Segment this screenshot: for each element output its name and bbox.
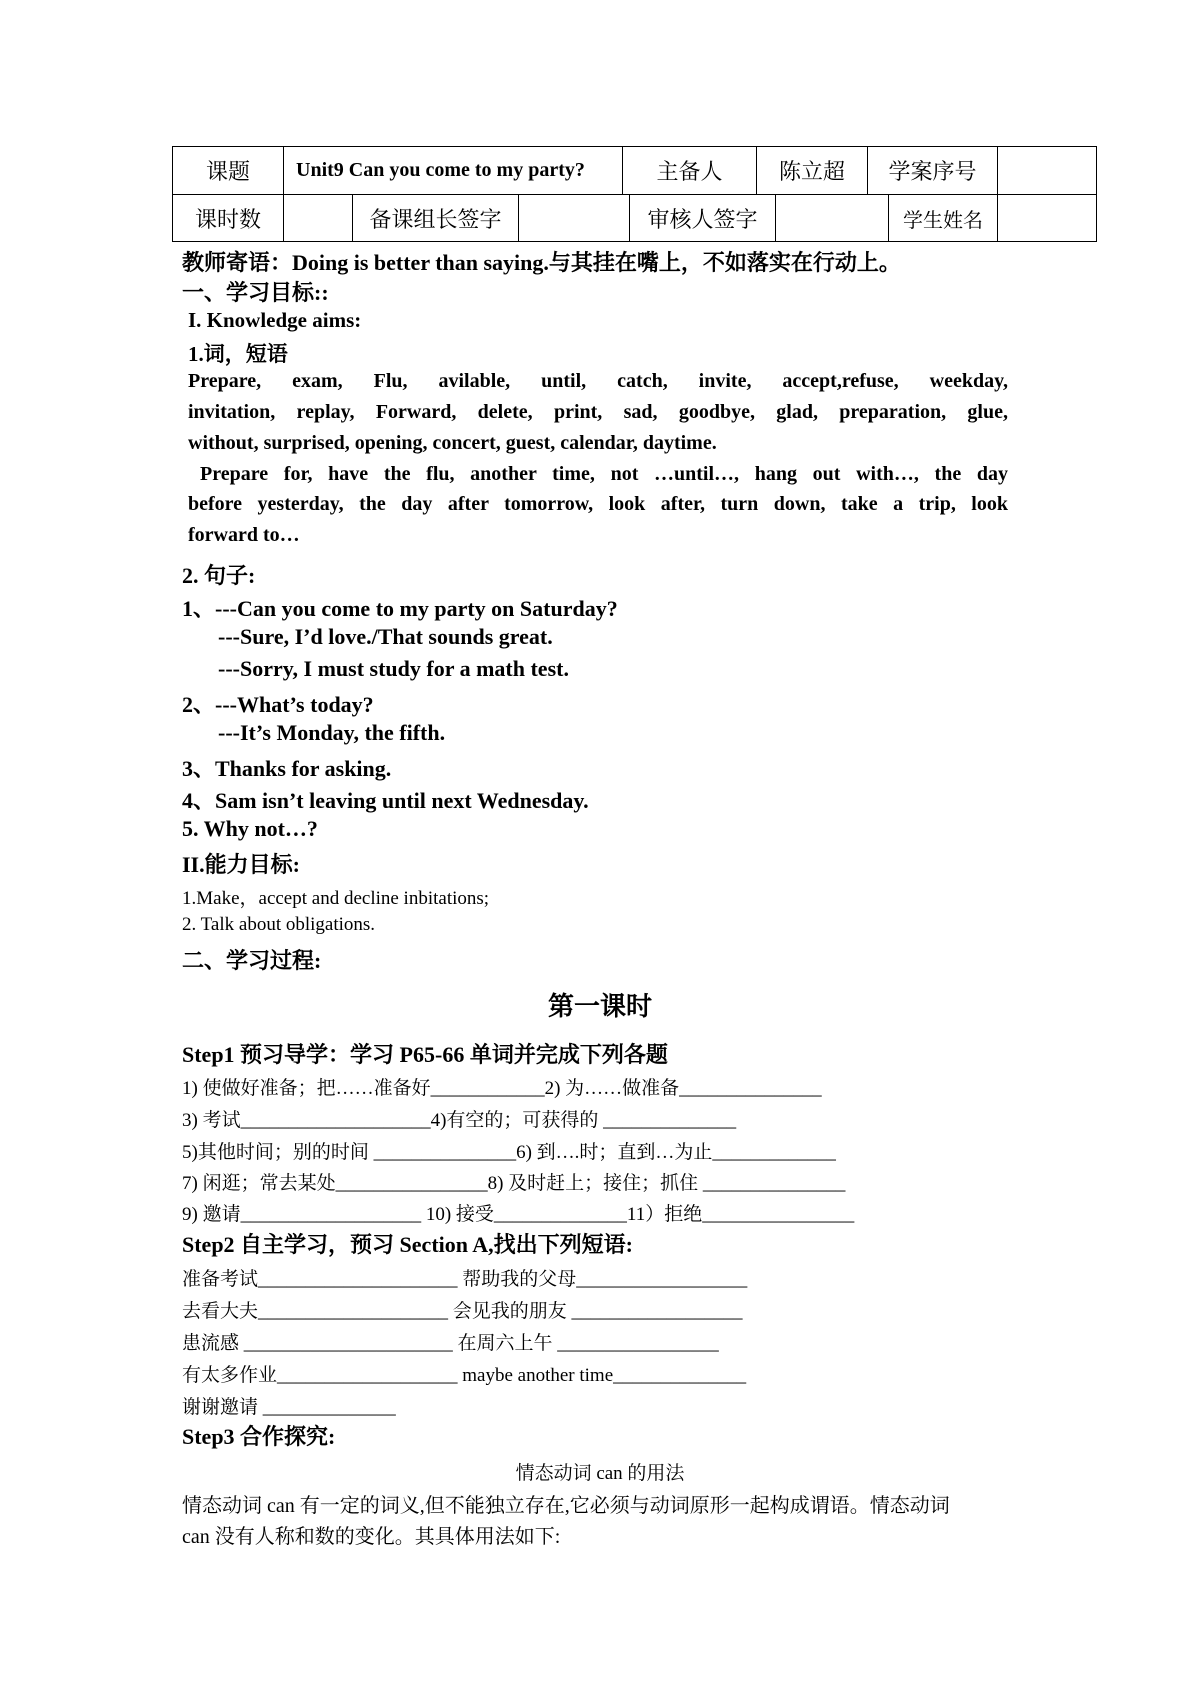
header-table [172, 146, 1097, 242]
preparer-label: 主备人 [623, 147, 757, 194]
vocab-line: Prepare, exam, Flu, avilable, until, catch, invite, accept,refuse, weekday, [188, 370, 1008, 392]
phrase-line: forward to… [188, 524, 300, 546]
plan-number-label: 学案序号 [868, 147, 998, 194]
step2-line: 谢谢邀请 ______________ [182, 1397, 396, 1418]
step2-line: 去看大夫____________________ 会见我的朋友 __________________ [182, 1301, 743, 1322]
teacher-message: 教师寄语：Doing is better than saying.与其挂在嘴上，不如落实在行动上。 [182, 250, 901, 275]
sentence-line: ---It’s Monday, the fifth. [218, 720, 446, 745]
sentence-line: 3、Thanks for asking. [182, 756, 392, 781]
step3-paragraph-line: can 没有人称和数的变化。其具体用法如下: [182, 1526, 561, 1548]
step1-line: 9) 邀请___________________ 10) 接受______________11）拒绝________________ [182, 1204, 855, 1225]
step1-line: 5)其他时间；别的时间 _______________6) 到….时；直到…为止_____________ [182, 1142, 836, 1163]
step1-heading: Step1 预习导学：学习 P65-66 单词并完成下列各题 [182, 1042, 668, 1067]
student-name-value [998, 195, 1096, 242]
header-row-1 [173, 147, 1096, 195]
words-heading: 1.词，短语 [188, 342, 288, 366]
ability-item: 2. Talk about obligations. [182, 914, 376, 935]
student-name-label: 学生姓名 [889, 195, 998, 242]
section2-heading: 二、学习过程: [182, 948, 322, 973]
sentence-line: 5. Why not…? [182, 816, 318, 841]
sentence-line: ---Sorry, I must study for a math test. [218, 656, 569, 681]
step1-line: 1) 使做好准备；把……准备好____________2) 为……做准备_______________ [182, 1078, 822, 1099]
period-title: 第一课时 [547, 992, 652, 1022]
step2-line: 准备考试_____________________ 帮助我的父母__________________ [182, 1269, 748, 1290]
step2-line: 有太多作业___________________ maybe another time______________ [182, 1365, 747, 1386]
step1-line: 3) 考试____________________4)有空的；可获得的 ______________ [182, 1110, 737, 1131]
step3-paragraph-line: 情态动词 can 有一定的词义,但不能独立存在,它必须与动词原形一起构成谓语。情态动词 [182, 1495, 950, 1517]
sentence-line: 1、---Can you come to my party on Saturday? [182, 596, 618, 621]
preparer-name: 陈立超 [757, 147, 868, 194]
ability-heading: II.能力目标: [182, 852, 300, 877]
leader-sign-value [519, 195, 630, 242]
hours-label: 课时数 [173, 195, 284, 242]
step2-line: 患流感 ______________________ 在周六上午 _________________ [182, 1333, 719, 1354]
phrase-line: before yesterday, the day after tomorrow, look after, turn down, take a trip, look [188, 493, 1008, 515]
sentences-heading: 2. 句子: [182, 563, 256, 588]
sentence-line: ---Sure, I’d love./That sounds great. [218, 624, 553, 649]
section1-heading: 一、学习目标:: [182, 280, 329, 305]
knowledge-aims-heading: I. Knowledge aims: [188, 308, 362, 332]
plan-number-value [998, 147, 1096, 194]
lesson-title: Unit9 Can you come to my party? [284, 147, 623, 194]
sentence-line: 4、Sam isn’t leaving until next Wednesday. [182, 788, 589, 813]
header-row-2 [173, 195, 1096, 242]
lesson-label: 课题 [173, 147, 284, 194]
ability-item: 1.Make，accept and decline inbitations; [182, 888, 490, 909]
step3-subtitle: 情态动词 can 的用法 [515, 1463, 685, 1484]
reviewer-sign-value [776, 195, 889, 242]
phrase-line: Prepare for, have the flu, another time, not …until…, hang out with…, the day [200, 463, 1008, 485]
sentence-line: 2、---What’s today? [182, 692, 374, 717]
vocab-line: invitation, replay, Forward, delete, print, sad, goodbye, glad, preparation, glue, [188, 401, 1008, 423]
step3-heading: Step3 合作探究: [182, 1424, 336, 1449]
leader-sign-label: 备课组长签字 [353, 195, 519, 242]
reviewer-sign-label: 审核人签字 [630, 195, 776, 242]
step1-line: 7) 闲逛；常去某处________________8) 及时赶上；接住；抓住 _______________ [182, 1173, 846, 1194]
vocab-line: without, surprised, opening, concert, guest, calendar, daytime. [188, 432, 717, 454]
hours-value [284, 195, 353, 242]
step2-heading: Step2 自主学习，预习 Section A,找出下列短语: [182, 1232, 634, 1257]
